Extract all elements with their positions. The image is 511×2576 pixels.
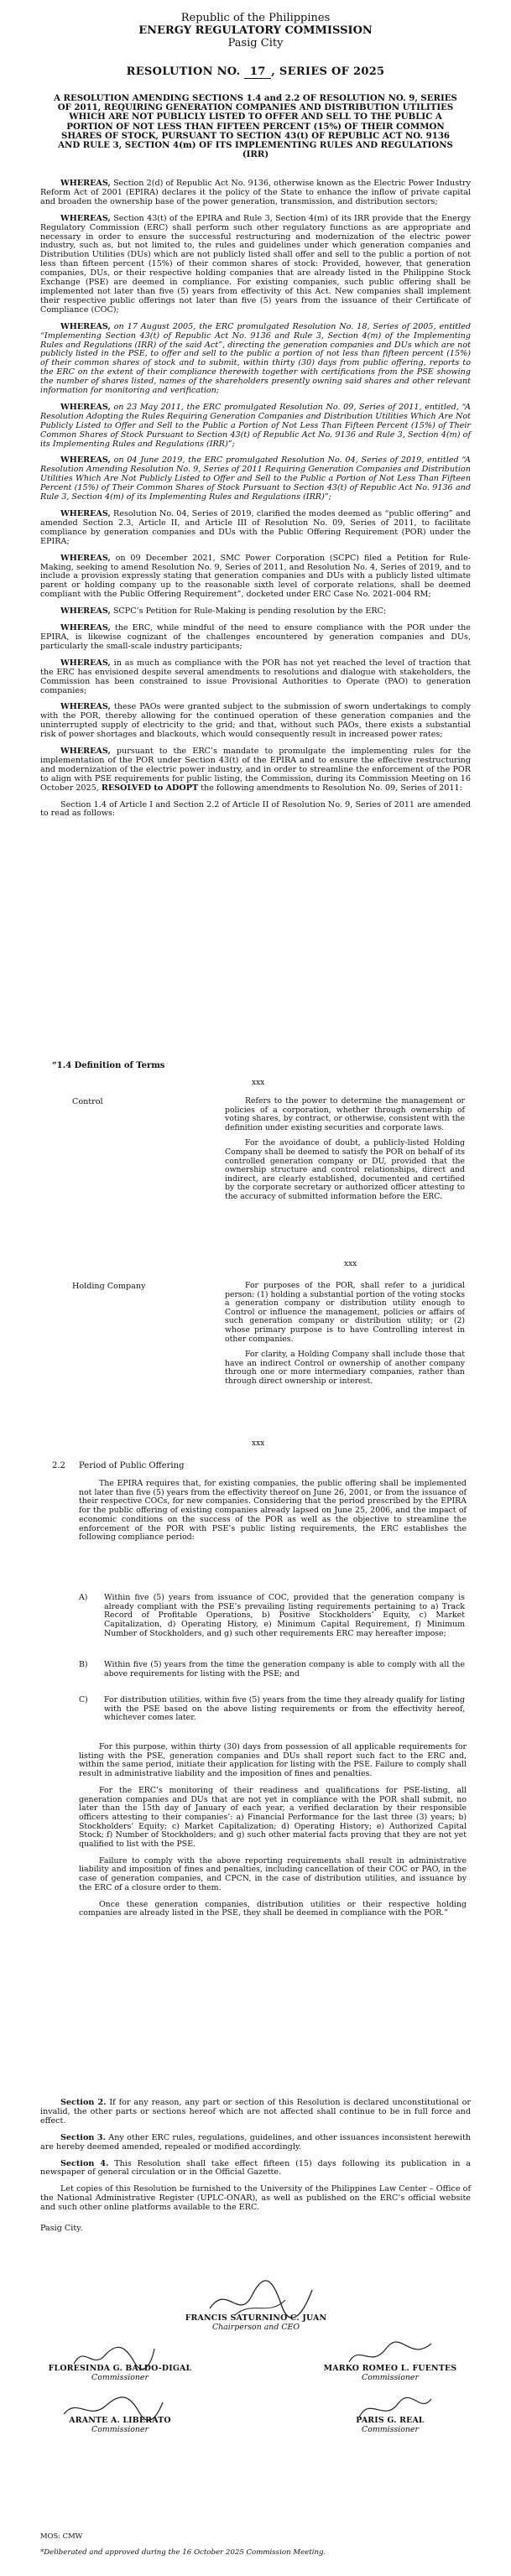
footnote: *Deliberated and approved during the 16 October 2025 Commission Meeting. [40, 2548, 326, 2557]
resolution-title: A RESOLUTION AMENDING SECTIONS 1.4 and 2.2 OF RESOLUTION NO. 9, SERIES OF 2011, REQUIRING GENERATION COMPANIES AND DISTRIBUTION UTILITIES WHICH ARE NOT PUBLICLY LISTED TO OFFER AND SELL TO THE PUBLIC A PORTION OF NOT LESS THAN FIFTEEN PERCENT (15%) OF THEIR COMMON SHARES OF STOCK, PURSUANT TO SECTION 43(t) OF REPUBLIC ACT NO. 9136 AND RULE 3, SECTION 4(m) OF ITS IMPLEMENTING RULES AND REGULATIONS (IRR) [54, 93, 457, 160]
definition-holding-company: For purposes of the POR, shall refer to a juridical person: (1) holding a substantial portion of the voting stocks a generation company or distribution utility enough to Control or influence the management, policies or affairs of such generation company or distribution utility; or (2) whose primary purpose is to have Controlling interest in other companies. For clarity, a Holding Company shall include those that have an indirect Control or ownership of another company through one or more intermediary companies, rather than through direct ownership or interest. [225, 1281, 465, 1386]
whereas-5: WHEREAS, on 04 June 2019, the ERC promulgated Resolution No. 04, Series of 2019, entitled “A Resolution Amending Resolution No. 9, Series of 2011 Requiring Generation Companies and Distribution Utilities Which Are Not Publicly Listed to Offer and Sell to the Public a Portion of Not Less Than Fifteen Percent (15%) of Their Common Shares of Stock Pursuant to Section 43(t) of Republic Act No. 9136 and Rule 3, Section 4(m) of its Implementing Rules and Regulations (IRR)”; [40, 455, 471, 502]
whereas-8: WHEREAS, SCPC’s Petition for Rule-Making is pending resolution by the ERC; [60, 606, 387, 617]
letterhead-country: Republic of the Philippines [180, 12, 331, 24]
closing-paragraph: Let copies of this Resolution be furnished to the University of the Philippines Law Center – Office of the National Administrative Register (UPLC-ONAR), as well as published on the ERC’s official website and such other online platforms available to the ERC. [40, 2184, 471, 2213]
ellipsis-marker: xxx [344, 1260, 357, 1268]
whereas-11: WHEREAS, these PAOs were granted subject to the submission of sworn undertakings to comply with the POR, thereby allowing for the continued operation of these generation companies and the uninterrupted supply of electricity to the grid; and that, without such PAOs, there exists a substantial risk of power shortages and blackouts, which would consequently result in increased power rates; [40, 702, 471, 740]
letterhead-agency: ENERGY REGULATORY COMMISSION [138, 24, 373, 37]
resolution-series: , SERIES OF 2025 [271, 65, 385, 78]
whereas-7: WHEREAS, on 09 December 2021, SMC Power Corporation (SCPC) filed a Petition for Rule-Making, seeking to amend Resolution No. 9, Series of 2011, and Resolution No. 4, Series of 2019, and to include a provision expressly stating that generation companies and DUs with a publicly listed ultimate parent or holding company up to the reasonable sixth level of corporate relations, shall be deemed compliant with the Public Offering Requirement”, docketed under ERC Case No. 2021-004 RM; [40, 553, 471, 600]
section-3: Section 3. Any other ERC rules, regulations, guidelines, and other issuances inconsistent herewith are hereby deemed amended, repealed or modified accordingly. [40, 2132, 471, 2152]
signatory-commissioner-3: ARANTE A. LIBERATO Commissioner [69, 2416, 171, 2434]
section-2-2-heading: Period of Public Offering [79, 1461, 185, 1470]
letterhead-city: Pasig City [227, 37, 284, 49]
section-2: Section 2. If for any reason, any part or section of this Resolution is declared unconstitutional or invalid, the other parts or sections hereof which are not affected shall continue to be in full force and effect. [40, 2098, 471, 2126]
resolution-number-value: 17 [244, 65, 271, 79]
whereas-10: WHEREAS, in as much as compliance with the POR has not yet reached the level of traction that the ERC has envisioned despite several amendments to resolutions and dialogue with stakeholders, the Commission has been constrained to issue Provisional Authorities to Operate (PAO) to generation companies; [40, 658, 471, 695]
signatory-chair: FRANCIS SATURNINO C. JUAN Chairperson and CEO [185, 2313, 327, 2332]
initials-mos: MOS: CMW [40, 2532, 83, 2540]
whereas-clauses [40, 180, 471, 819]
place: Pasig City. [40, 2224, 83, 2234]
signatory-commissioner-1: FLORESINDA G. BALDO-DIGAL Commissioner [48, 2364, 192, 2382]
letterhead [0, 12, 511, 49]
whereas-6: WHEREAS, Resolution No. 04, Series of 2019, clarified the modes deemed as “public offering” and amended Section 2.3, Article II, and Article III of Resolution No. 09, Series of 2011, to facilitate compliance by generation companies and DUs with the Public Offering Requirement (POR) under the EPIRA; [40, 509, 471, 546]
section-2-2-number: 2.2 [52, 1461, 65, 1470]
resolution-prefix: RESOLUTION NO. [126, 65, 241, 78]
term-control: Control [72, 1097, 103, 1106]
final-sections [40, 2099, 471, 2234]
whereas-2: WHEREAS, Section 43(t) of the EPIRA and Rule 3, Section 4(m) of its IRR provide that the Energy Regulatory Commission (ERC) shall perform such other regulatory functions as are appropriate and necessary in order to ensure the successful restructuring and modernization of the electric power industry, such as, but not limited to, the rules and guidelines under which generation companies and Distribution Utilities (DUs) which are not publicly listed shall offer and sell to the public a portion of not less than fifteen percent (15%) of their common shares of stock: Provided, however, that generation companies, DUs, or their respective holding companies that are already listed in the Philippine Stock Exchange (PSE) are deemed in compliance. For existing companies, such public offering shall be implemented not later than five (5) years from effectivity of this Act. New companies shall implement their respective public offerings not later than five (5) years from the issuance of their Certificate of Compliance (COC); [40, 213, 471, 315]
definition-control: Refers to the power to determine the management or policies of a corporation, whether through ownership of voting shares, by contract, or otherwise, consistent with the definition under existing securities and corporate laws. For the avoidance of doubt, a publicly-listed Holding Company shall be deemed to satisfy the POR on behalf of its controlled generation company or DU, provided that the ownership structure and control relationships, direct and indirect, are clearly established, documented and certified by the corporate secretary or authorized officer attesting to the accuracy of submitted information before the ERC. [225, 1096, 465, 1201]
section-1-4-heading: “1.4 Definition of Terms [52, 1061, 165, 1070]
section-2-2-body: For this purpose, within thirty (30) days from possession of all applicable requirements for listing with the PSE, generation companies and DUs shall report such fact to the ERC and, within the same period, initiate their application for listing with the PSE. Failure to comply shall result in administrative liability and the imposition of fines and penalties. For the ERC’s monitoring of their readiness and qualifications for PSE-listing, all generation companies and DUs that are not yet in compliance with the POR shall submit, no later than the 15th day of January of each year, a verified declaration by their responsible officers attesting to their companies’: a) Financial Performance for the last three (3) years; b) Stockholders’ Equity; c) Market Capitalization; d) Operating History; e) Authorized Capital Stock; f) Number of Stockholders; and g) such other material facts proving that they are not yet qualified to list with the PSE. Failure to comply with the above reporting requirements shall result in administrative liability and imposition of fines and penalties, including cancellation of their COC or PAO, in the case of generation companies, and CPCN, in the case of distribution utilities, and issuance by the ERC of a closure order to them. Once these generation companies, distribution utilities or their respective holding companies are already listed in the PSE, they shall be deemed in compliance with the POR.” [79, 1742, 467, 1918]
amendment-intro: Section 1.4 of Article I and Section 2.2 of Article II of Resolution No. 9, Series of 2011 are amended to read as follows: [40, 799, 471, 819]
whereas-3: WHEREAS, on 17 August 2005, the ERC promulgated Resolution No. 18, Series of 2005, entitled “Implementing Section 43(t) of Republic Act No. 9136 and Rule 3, Section 4(m) of the Implementing Rules and Regulations (IRR) of the said Act”, directing the generation companies and DUs which are not publicly listed in the PSE, to offer and sell to the public a portion of not less than fifteen percent (15%) of their common shares of stock and to submit, within thirty (30) days from public offering, reports to the ERC on the extent of their compliance therewith together with certifications from the PSE showing the number of shares listed, names of the shareholders presently owning said shares and other relevant information for monitoring and verification; [40, 321, 471, 396]
signatory-commissioner-4: PARIS G. REAL Commissioner [356, 2416, 425, 2434]
section-2-2-intro: The EPIRA requires that, for existing companies, the public offering shall be implemented not later than five (5) years from the effectivity thereof on June 26, 2001, or from the issuance of their respective COCs, for new companies. Considering that the period prescribed by the EPIRA for the public offering of existing companies already lapsed on June 25, 2006, and the impact of economic conditions on the success of the POR as well as the objective to streamline the enforcement of the POR with PSE’s public listing requirements, the ERC establishes the following compliance period: [79, 1479, 467, 1543]
document-page: Republic of the Philippines ENERGY REGULATORY COMMISSION Pasig City RESOLUTION NO. 17 , SERIES OF 2025 A RESOLUTION AMENDING SECTIONS 1.4 and 2.2 OF RESOLUTION NO. 9, SERIES OF 2011, REQUIRING GENERATION COMPANIES AND DISTRIBUTION UTILITIES WHICH ARE NOT PUBLICLY LISTED TO OFFER AND SELL TO THE PUBLIC A PORTION OF NOT LESS THAN FIFTEEN PERCENT (15%) OF THEIR COMMON SHARES OF STOCK, PURSUANT TO SECTION 43(t) OF REPUBLIC ACT NO. 9136 AND RULE 3, SECTION 4(m) OF ITS IMPLEMENTING RULES AND REGULATIONS (IRR) WHEREAS, Section 2(d) of Republic Act No. 9136, otherwise known as the Electric Power Industry Reform Act of 2001 (EPIRA) declares it the policy of the State to enhance the inflow of private capital and broaden the ownership base of the power generation, transmission, and distribution sectors; WHEREAS, Section 43(t) of the EPIRA and Rule 3, Section 4(m) of its IRR provide that the Energy Regulatory Commission (ERC) shall perform such other regulatory functions as are appropriate and necessary in order to ensure the successful restructuring and modernization of the electric power industry, such as, but not limited to, the rules and guidelines under which generation companies and Distribution Utilities (DUs) which are not publicly listed shall offer and sell to the public a portion of not less than fifteen percent (15%) of their common shares of stock: Provided, however, that generation companies, DUs, or their respective holding companies that are already listed in the Philippine Stock Exchange (PSE) are deemed in compliance. For existing companies, such public offering shall be implemented not later than five (5) years from effectivity of this Act. New companies shall implement their respective public offerings not later than five (5) years from the issuance of their Certificate of Compliance (COC); WHEREAS, on 17 August 2005, the ERC promulgated Resolution No. 18, Series of 2005, entitled “Implementing Section 43(t) of Republic Act No. 9136 and Rule 3, Section 4(m) of the Implementing Rules and Regulations (IRR) of the said Act”, directing the generation companies and DUs which are not publicly listed in the PSE, to offer and sell to the public a portion of not less than fifteen percent (15%) of their common shares of stock and to submit, within thirty (30) days from public offering, reports to the ERC on the extent of their compliance therewith together with certifications from the PSE showing the number of shares listed, names of the shareholders presently owning said shares and other relevant information for monitoring and verification; WHEREAS, on 23 May 2011, the ERC promulgated Resolution No. 09, Series of 2011, entitled, “A Resolution Adopting the Rules Requiring Generation Companies and Distribution Utilities Which Are Not Publicly Listed to Offer and Sell to the Public a Portion of Not Less Than Fifteen Percent (15%) of Their Common Shares of Stock Pursuant to Section 43(t) of Republic Act No. 9136 and Rule 3, Section 4(m) of its Implementing Rules and Regulations (IRR)”; WHEREAS, on 04 June 2019, the ERC promulgated Resolution No. 04, Series of 2019, entitled “A Resolution Amending Resolution No. 9, Series of 2011 Requiring Generation Companies and Distribution Utilities Which Are Not Publicly Listed to Offer and Sell to the Public a Portion of Not Less Than Fifteen Percent (15%) of Their Common Shares of Stock Pursuant to Section 43(t) of Republic Act No. 9136 and Rule 3, Section 4(m) of its Implementing Rules and Regulations (IRR)”; WHEREAS, Resolution No. 04, Series of 2019, clarified the modes deemed as “public offering” and amended Section 2.3, Article II, and Article III of Resolution No. 09, Series of 2011, to facilitate compliance by generation companies and DUs with the Public Offering Requirement (POR) under the EPIRA; WHEREAS, on 09 December 2021, SMC Power Corporation (SCPC) filed a Petition for Rule-Making, seeking to amend Resolution No. 9, Series of 2011, and Resolution No. 4, Series of 2019, and to include a provision expressly stating that generation companies and DUs with a publicly listed ultimate parent or holding company up to the reasonable sixth level of corporate relations, shall be deemed compliant with the Public Offering Requirement”, docketed under ERC Case No. 2021-004 RM; WHEREAS, SCPC’s Petition for Rule-Making is pending resolution by the ERC; WHEREAS, the ERC, while mindful of the need to ensure compliance with the POR under the EPIRA, is likewise cognizant of the challenges encountered by generation companies and DUs, particularly the small-scale industry participants; WHEREAS, in as much as compliance with the POR has not yet reached the level of traction that the ERC has envisioned despite several amendments to resolutions and dialogue with stakeholders, the Commission has been constrained to issue Provisional Authorities to Operate (PAO) to generation companies; WHEREAS, these PAOs were granted subject to the submission of sworn undertakings to comply with the POR, thereby allowing for the continued operation of these generation companies and the uninterrupted supply of electricity to the grid; and that, without such PAOs, there exists a substantial risk of power shortages and blackouts, which would consequently result in increased power rates; WHEREAS, pursuant to the ERC’s mandate to promulgate the implementing rules for the implementation of the POR under Section 43(t) of the EPIRA and to ensure the effective restructuring and modernization of the electric power industry, and in order to streamline the enforcement of the POR to align with PSE requirements for public listing, the Commission, during its Commission Meeting on 16 October 2025, RESOLVED to ADOPT the following amendments to Resolution No. 09, Series of 2011: Section 1.4 of Article I and Section 2.2 of Article II of Resolution No. 9, Series of 2011 are amended to read as follows: “1.4 Definition of Terms xxx Control Refers to the power to determine the management or policies of a corporation, whether through ownership of voting shares, by contract, or otherwise, consistent with the definition under existing securities and corporate laws. For the avoidance of doubt, a publicly-listed Holding Company shall be deemed to satisfy the POR on behalf of its controlled generation company or DU, provided that the ownership structure and control relationships, direct and indirect, are clearly established, documented and certified by the corporate secretary or authorized officer attesting to the accuracy of submitted information before the ERC. xxx Holding Company For purposes of the POR, shall refer to a juridical person: (1) holding a substantial portion of the voting stocks a generation company or distribution utility enough to Control or influence the management, policies or affairs of such generation company or distribution utility; or (2) whose primary purpose is to have Controlling interest in other companies. For clarity, a Holding Company shall include those that have an indirect Control or ownership of another company through one or more intermediary companies, rather than through direct ownership or interest. xxx 2.2 Period of Public Offering The EPIRA requires that, for existing companies, the public offering shall be implemented not later than five (5) years from the effectivity thereof on June 26, 2001, or from the issuance of their respective COCs, for new companies. Considering that the period prescribed by the EPIRA for the public offering of existing companies already lapsed on June 25, 2006, and the impact of economic conditions on the success of the POR as well as the objective to streamline the enforcement of the POR with PSE’s public listing requirements, the ERC establishes the following compliance period: A) Within five (5) years from issuance of COC, provided that the generation company is already compliant with the PSE’s prevailing listing requirements pertaining to a) Track Record of Profitable Operations, b) Positive Stockholders’ Equity, c) Market Capitalization, d) Operating History, e) Minimum Capital Requirement, f) Minimum Number of Stockholders, and g) such other requirements ERC may hereafter impose; B) Within five (5) years from the time the generation company is able to comply with all the above requirements for listing with the PSE; and C) For distribution utilities, within five (5) years from the time they already qualify for listing with the PSE based on the above listing requirements or from the effectivity hereof, whichever comes later. For this purpose, within thirty (30) days from possession of all applicable requirements for listing with the PSE, generation companies and DUs shall report such fact to the ERC and, within the same period, initiate their application for listing with the PSE. Failure to comply shall result in administrative liability and the imposition of fines and penalties. For the ERC’s monitoring of their readiness and qualifications for PSE-listing, all generation companies and DUs that are not yet in compliance with the POR shall submit, no later than the 15th day of January of each year, a verified declaration by their responsible officers attesting to their companies’: a) Financial Performance for the last three (3) years; b) Stockholders’ Equity; c) Market Capitalization; d) Operating History; e) Authorized Capital Stock; f) Number of Stockholders; and g) such other material facts proving that they are not yet qualified to list with the PSE. Failure to comply with the above reporting requirements shall result in administrative liability and imposition of fines and penalties, including cancellation of their COC or PAO, in the case of generation companies, and CPCN, in the case of distribution utilities, and issuance by the ERC of a closure order to them. Once these generation companies, distribution utilities or their respective holding companies are already listed in the PSE, they shall be deemed in compliance with the POR.” Section 2. If for any reason, any part or section of this Resolution is declared unconstitutional or invalid, the other parts or sections hereof which are not affected shall continue to be in full force and effect. Section 3. Any other ERC rules, regulations, guidelines, and other issuances inconsistent herewith are hereby deemed amended, repealed or modified accordingly. Section 4. This Resolution shall take effect fifteen (15) days following its publication in a newspaper of general circulation or in the Official Gazette. Let copies of this Resolution be furnished to the University of the Philippines Law Center – Office of the National Administrative Register (UPLC-ONAR), as well as published on the ERC’s official website and such other online platforms available to the ERC. Pasig City. FRANCIS SATURNINO C. JUAN Chairperson and CEO FLORESINDA G. BALDO-DIGAL Commissioner MARKO ROMEO L. FUENTES Commissioner ARANTE A. LIBERATO Commissioner PARIS G. REAL Commissioner MOS: CMW *Deliberated and approved during the 16 October 2025 Commission Meeting. [0, 0, 511, 2576]
resolution-number [0, 65, 511, 79]
whereas-12: WHEREAS, pursuant to the ERC’s mandate to promulgate the implementing rules for the implementation of the POR under Section 43(t) of the EPIRA and to ensure the effective restructuring and modernization of the electric power industry, and in order to streamline the enforcement of the POR to align with PSE requirements for public listing, the Commission, during its Commission Meeting on 16 October 2025, RESOLVED to ADOPT the following amendments to Resolution No. 09, Series of 2011: [40, 747, 471, 793]
signatory-commissioner-2: MARKO ROMEO L. FUENTES Commissioner [323, 2364, 457, 2382]
ellipsis-marker: xxx [252, 1079, 265, 1087]
section-4: Section 4. This Resolution shall take effect fifteen (15) days following its publication in a newspaper of general circulation or in the Official Gazette. [40, 2158, 471, 2178]
whereas-4: WHEREAS, on 23 May 2011, the ERC promulgated Resolution No. 09, Series of 2011, entitled, “A Resolution Adopting the Rules Requiring Generation Companies and Distribution Utilities Which Are Not Publicly Listed to Offer and Sell to the Public a Portion of Not Less Than Fifteen Percent (15%) of Their Common Shares of Stock Pursuant to Section 43(t) of Republic Act No. 9136 and Rule 3, Section 4(m) of its Implementing Rules and Regulations (IRR)”; [40, 402, 471, 449]
resolved-clause: RESOLVED to ADOPT [101, 783, 199, 793]
ellipsis-marker: xxx [252, 1439, 265, 1448]
term-holding-company: Holding Company [72, 1282, 146, 1291]
whereas-1: WHEREAS, Section 2(d) of Republic Act No. 9136, otherwise known as the Electric Power Industry Reform Act of 2001 (EPIRA) declares it the policy of the State to enhance the inflow of private capital and broaden the ownership base of the power generation, transmission, and distribution sectors; [40, 179, 471, 206]
whereas-9: WHEREAS, the ERC, while mindful of the need to ensure compliance with the POR under the EPIRA, is likewise cognizant of the challenges encountered by generation companies and DUs, particularly the small-scale industry participants; [40, 623, 471, 651]
